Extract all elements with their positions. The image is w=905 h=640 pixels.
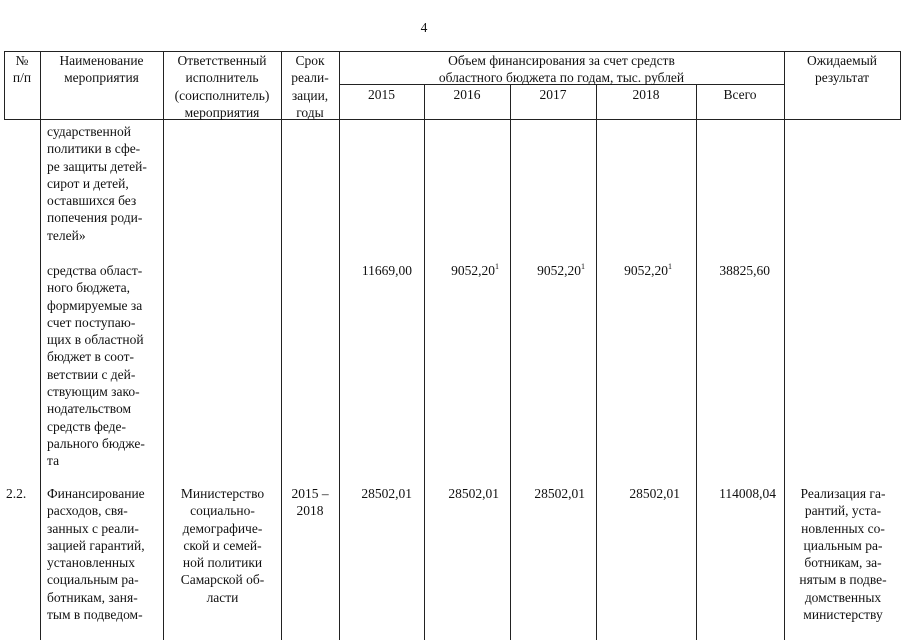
cell-2015: 11669,00 bbox=[361, 263, 412, 278]
row-executor: Министерство социально- демографиче- ской и семей- ной политики Самарской об- ласти bbox=[180, 486, 265, 605]
header-name: Наименование мероприятия bbox=[59, 53, 144, 86]
cell-total: 38825,60 bbox=[719, 263, 770, 278]
header-year-2018: 2018 bbox=[632, 87, 660, 102]
header-num: № п/п bbox=[12, 53, 32, 86]
cell-2018: 9052,20$^1$ bbox=[624, 262, 672, 278]
row-name-item-2-2: Финансирование расходов, свя- занных с реали- зацией гарантий, установленных социальным ра- ботникам, заня- тым в подведом- bbox=[47, 486, 145, 623]
cell-2015: 28502,01 bbox=[361, 486, 412, 501]
page-number: 4 bbox=[420, 20, 428, 35]
cell-2018: 28502,01 bbox=[629, 486, 680, 501]
header-year-2015: 2015 bbox=[368, 87, 395, 102]
row-term: 2015 – 2018 bbox=[291, 486, 329, 519]
cell-2017: 9052,20$^1$ bbox=[537, 262, 585, 278]
header-funding: Объем финансирования за счет средств областного бюджета по годам, тыс. рублей bbox=[438, 53, 685, 86]
header-year-2017: 2017 bbox=[539, 87, 567, 102]
cell-2016: 9052,20$^1$ bbox=[451, 262, 499, 278]
header-executor: Ответственный исполнитель (соисполнитель) мероприятия bbox=[174, 53, 270, 120]
row-name-continuation: сударственной политики в сфе- ре защиты детей- сирот и детей, оставшихся без попечения роди- телей» bbox=[47, 124, 147, 243]
cell-2017: 28502,01 bbox=[534, 486, 585, 501]
header-total: Всего bbox=[723, 87, 757, 102]
header-year-2016: 2016 bbox=[453, 87, 481, 102]
cell-2016: 28502,01 bbox=[448, 486, 499, 501]
row-number: 2.2. bbox=[6, 486, 27, 501]
cell-total: 114008,04 bbox=[719, 486, 776, 501]
row-result: Реализация га- рантий, уста- новленных со- циальным ра- ботникам, за- нятым в подве- домственных министерству bbox=[799, 486, 887, 623]
header-result: Ожидаемый результат bbox=[807, 53, 877, 86]
header-term: Срок реали- зации, годы bbox=[291, 53, 329, 120]
row-name-federal-funds: средства област- ного бюджета, формируемые за счет поступаю- щих в областной бюджет в соот- ветствии с дей- ствующим зако- нодательством средств феде- рального бюдже- та bbox=[47, 263, 145, 469]
